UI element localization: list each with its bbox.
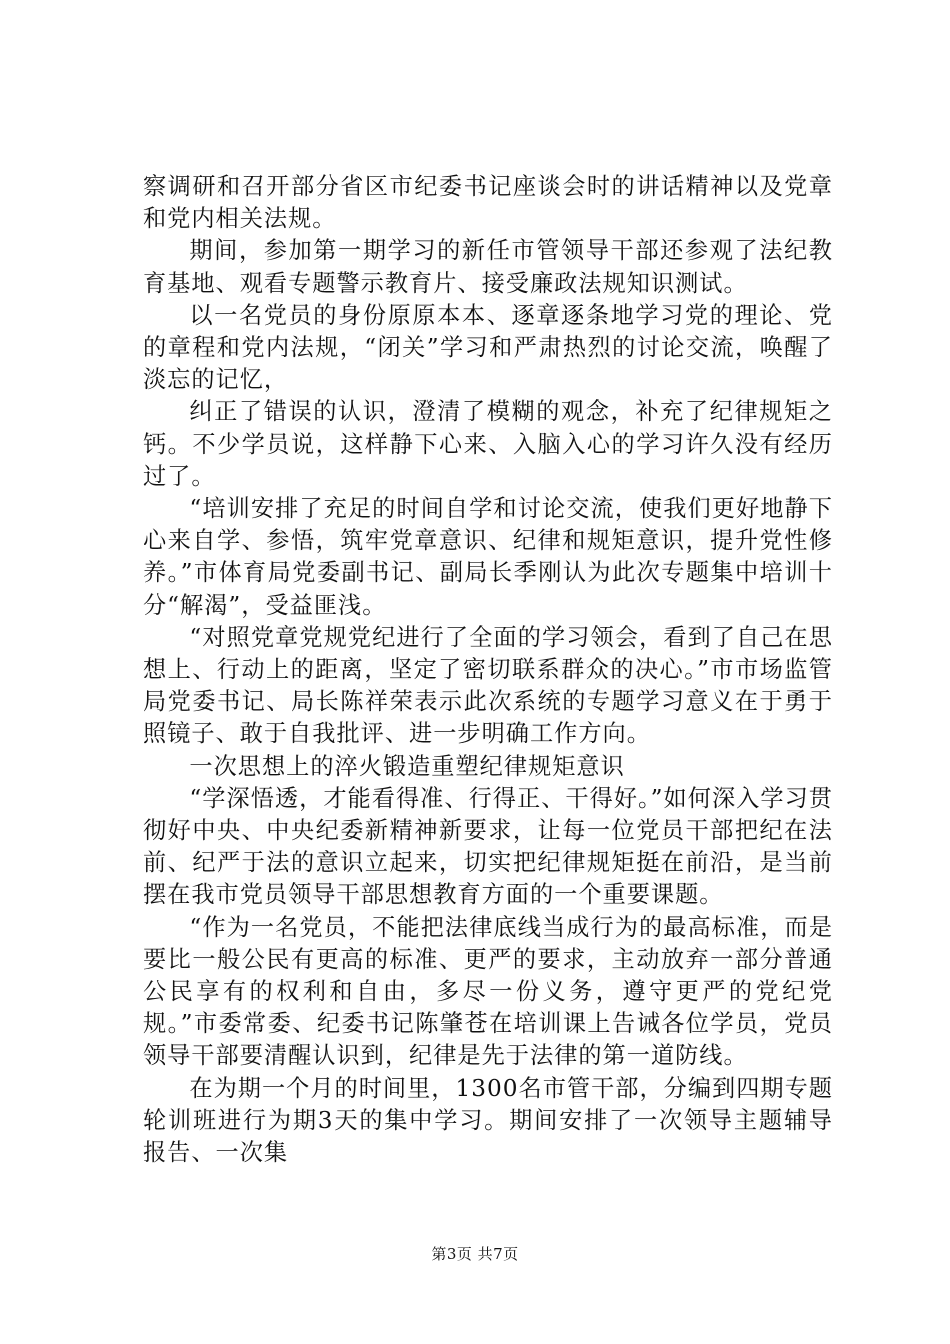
body-paragraph: “作为一名党员，不能把法律底线当成行为的最高标准，而是要比一般公民有更高的标准、更严的要求，主动放弃一部分普通公民享有的权利和自由，多尽一份义务，遵守更严的党纪党规。”市委常委、纪委书记陈肇苍在培训课上告诫各位学员，党员领导干部要清醒认识到，纪律是先于法律的第一道防线。 [143,913,833,1070]
page-footer: 第3页 共7页 [431,1245,519,1263]
body-paragraph: “培训安排了充足的时间自学和讨论交流，使我们更好地静下心来自学、参悟，筑牢党章意识、纪律和规矩意识，提升党性修养。”市体育局党委副书记、副局长季刚认为此次专题集中培训十分“解渴”，受益匪浅。 [143,495,833,619]
document-body [143,171,833,1169]
body-paragraph: “对照党章党规党纪进行了全面的学习领会，看到了自己在思想上、行动上的距离，坚定了密切联系群众的决心。”市市场监管局党委书记、局长陈祥荣表示此次系统的专题学习意义在于勇于照镜子、敢于自我批评、进一步明确工作方向。 [143,623,833,748]
body-paragraph: “学深悟透，才能看得准、行得正、干得好。”如何深入学习贯彻好中央、中央纪委新精神新要求，让每一位党员干部把纪在法前、纪严于法的意识立起来，切实把纪律规矩挺在前沿，是当前摆在我市党员领导干部思想教育方面的一个重要课题。 [143,784,833,909]
body-paragraph: 在为期一个月的时间里，1300名市管干部，分编到四期专题轮训班进行为期3天的集中学习。期间安排了一次领导主题辅导报告、一次集 [143,1074,833,1167]
body-paragraph: 纠正了错误的认识，澄清了模糊的观念，补充了纪律规矩之钙。不少学员说，这样静下心来、入脑入心的学习许久没有经历过了。 [143,398,833,490]
body-paragraph: 一次思想上的淬火锻造重塑纪律规矩意识 [189,752,625,780]
body-paragraph: 察调研和召开部分省区市纪委书记座谈会时的讲话精神以及党章和党内相关法规。 [143,173,833,233]
body-paragraph: 期间，参加第一期学习的新任市管领导干部还参观了法纪教育基地、观看专题警示教育片、接受廉政法规知识测试。 [143,237,833,297]
body-paragraph: 以一名党员的身份原原本本、逐章逐条地学习党的理论、党的章程和党内法规，“闭关”学习和严肃热烈的讨论交流，唤醒了淡忘的记忆， [143,301,833,394]
